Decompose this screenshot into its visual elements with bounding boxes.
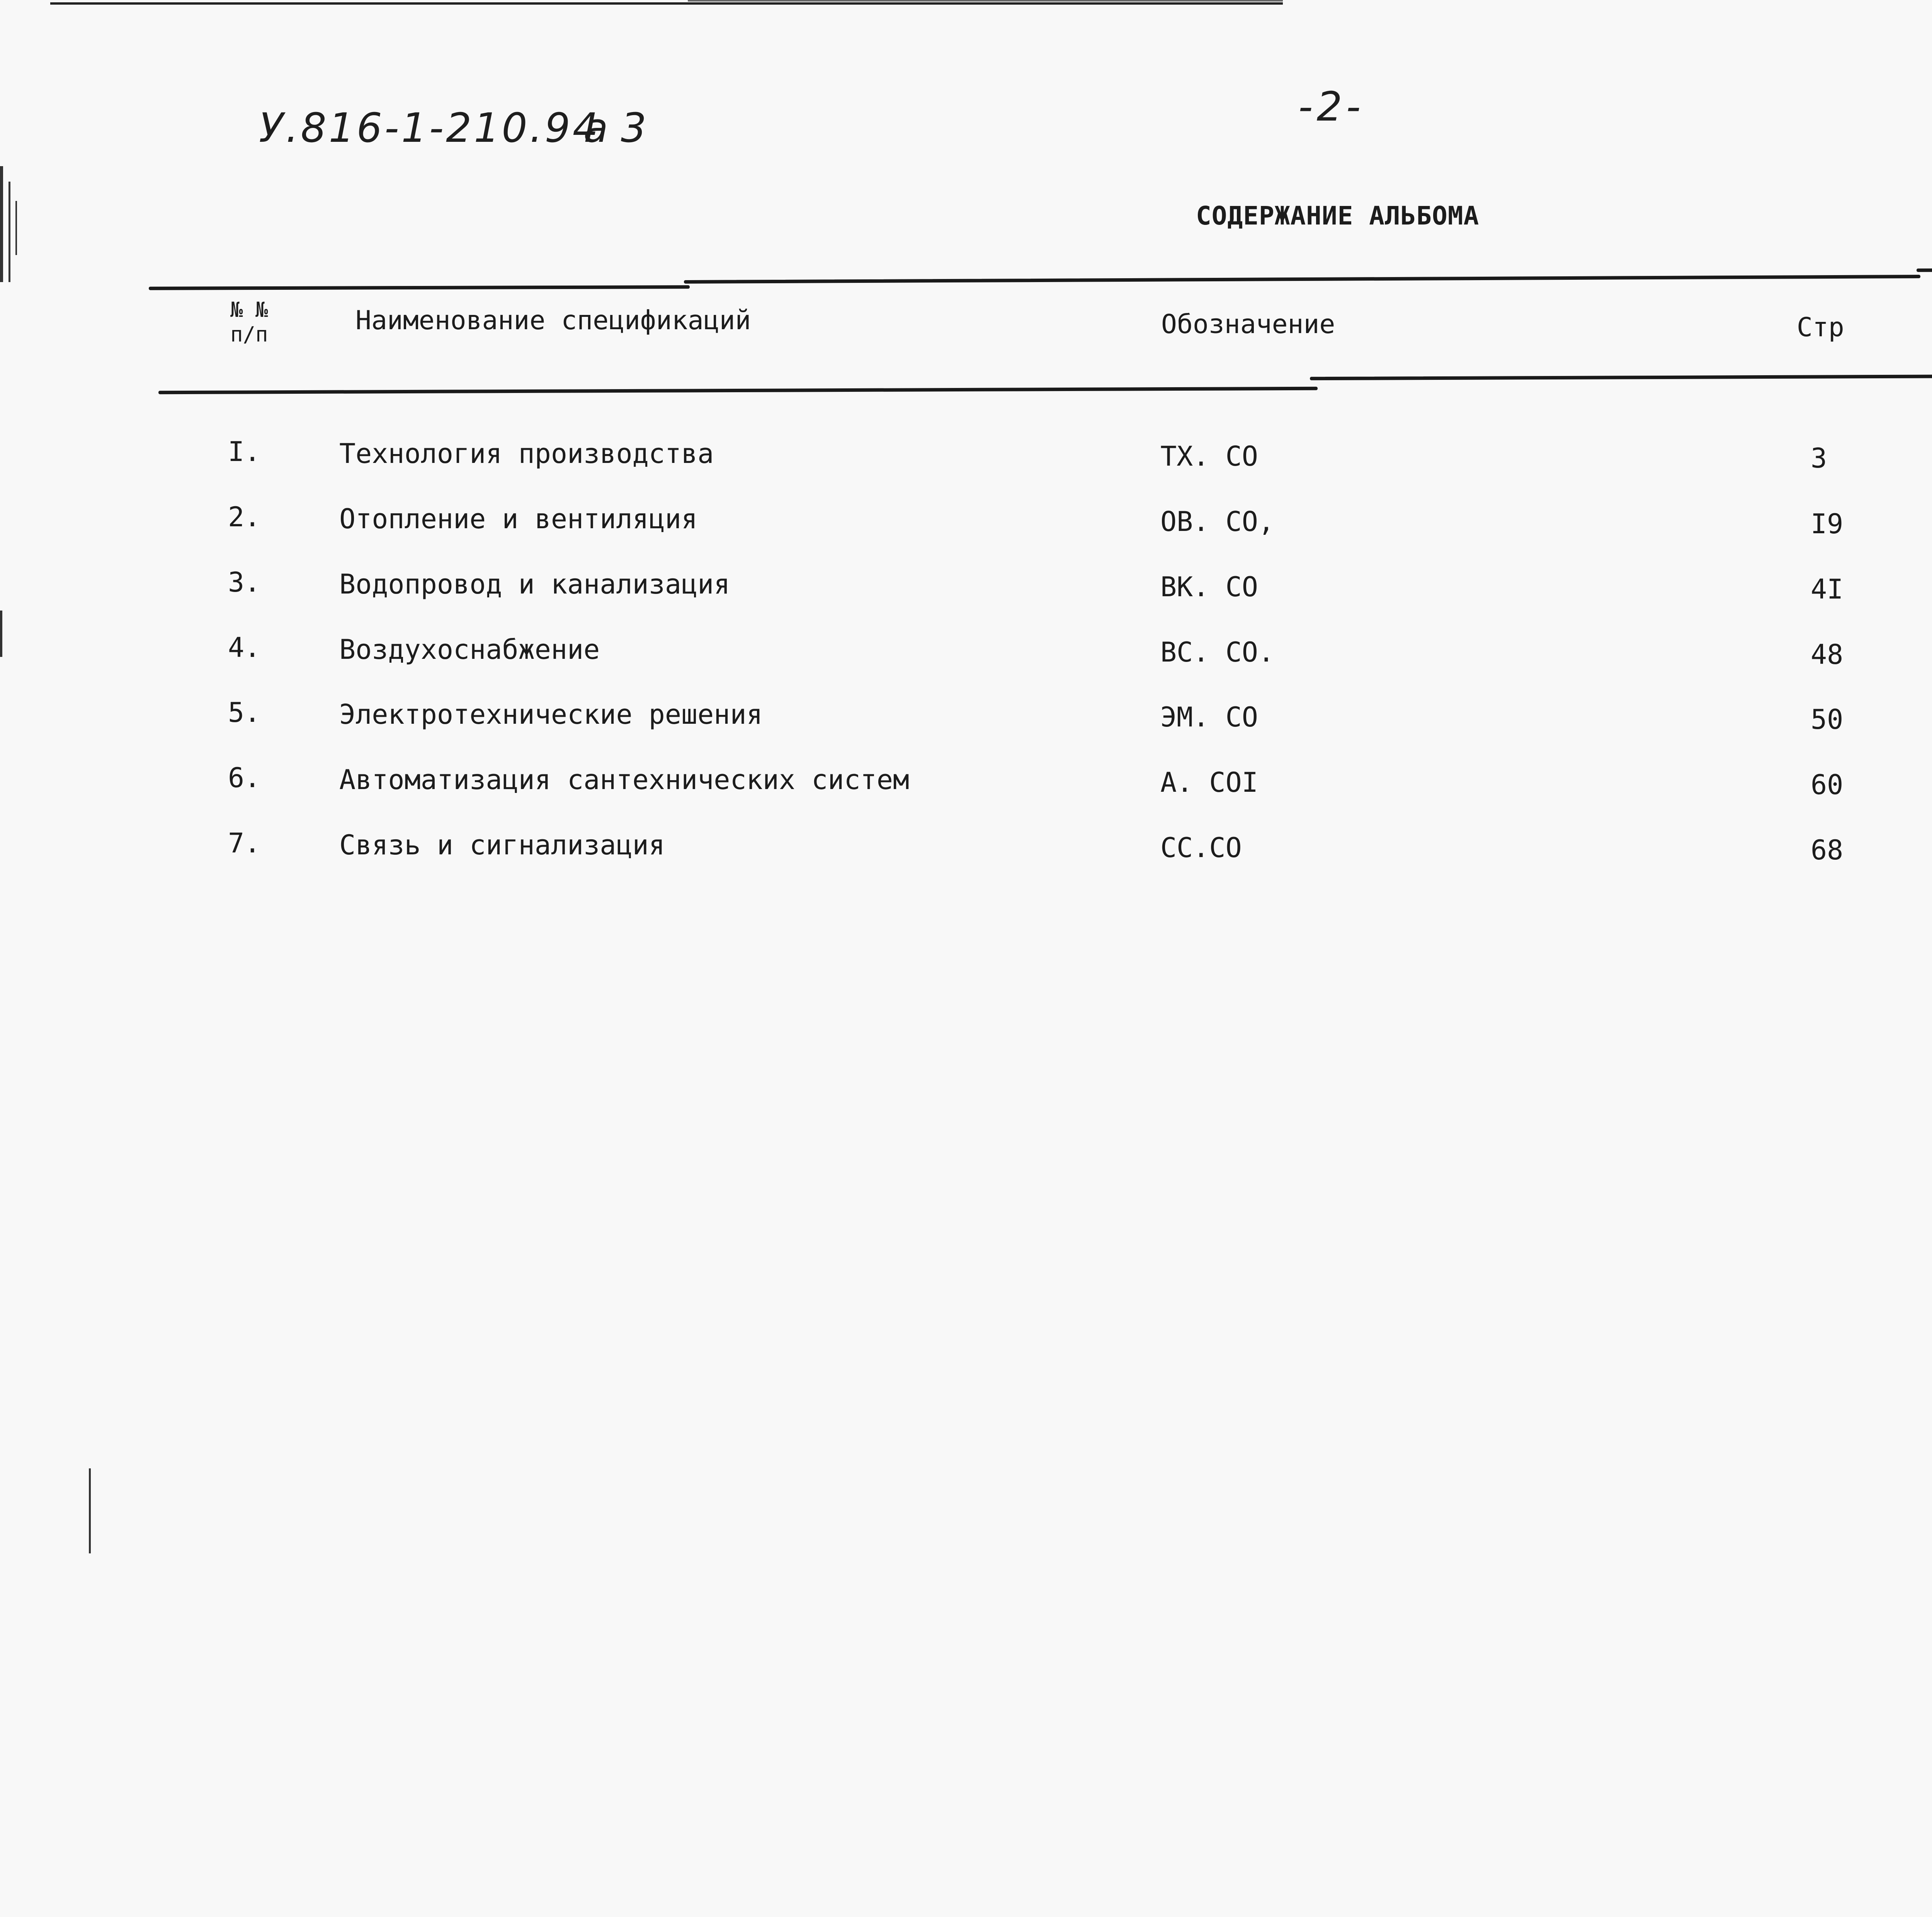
row-page: 68: [1811, 834, 1844, 866]
row-number: 5.: [228, 697, 261, 728]
row-designation: СС.СО: [1160, 832, 1242, 864]
row-designation: ОВ. СО,: [1160, 506, 1275, 538]
document-code: У.816-1-210.94: [259, 104, 601, 151]
column-header-number: № № п/п: [230, 298, 268, 347]
row-number: I.: [228, 436, 261, 468]
row-page: 3: [1811, 442, 1827, 474]
row-page: 60: [1811, 769, 1844, 801]
scan-edge-line: [688, 0, 1283, 2]
row-name: Водопровод и канализация: [339, 568, 730, 600]
scan-edge-mark: [15, 201, 17, 255]
scan-edge-mark: [89, 1468, 91, 1553]
scan-edge-mark: [0, 166, 3, 282]
row-name: Технология производства: [339, 438, 714, 469]
album-number: а 3: [583, 104, 646, 151]
page-title: СОДЕРЖАНИЕ АЛЬБОМА: [1196, 201, 1480, 231]
row-number: 3.: [228, 566, 261, 598]
scan-edge-line: [50, 2, 1283, 5]
scan-edge-mark: [9, 182, 10, 282]
table-header-rule: [158, 387, 1318, 394]
row-name: Отопление и вентиляция: [339, 503, 698, 535]
row-designation: ВК. СО: [1160, 571, 1258, 603]
row-page: 50: [1811, 704, 1844, 735]
row-number: 4.: [228, 632, 261, 663]
page-number: -2-: [1298, 83, 1365, 130]
row-name: Связь и сигнализация: [339, 829, 665, 861]
row-name: Электротехнические решения: [339, 699, 763, 730]
scan-edge-mark: [0, 611, 2, 657]
table-top-rule: [1917, 267, 1932, 272]
column-header-page: Стр: [1797, 312, 1844, 343]
row-number: 6.: [228, 762, 261, 794]
column-header-name: Наименование спецификаций: [355, 305, 751, 336]
row-page: 4I: [1811, 573, 1844, 605]
row-number: 2.: [228, 501, 261, 533]
table-top-rule: [149, 285, 690, 290]
column-header-designation: Обозначение: [1161, 309, 1335, 340]
row-page: 48: [1811, 639, 1844, 670]
row-name: Воздухоснабжение: [339, 634, 600, 665]
table-top-rule: [684, 275, 1920, 284]
row-designation: ЭМ. СО: [1160, 701, 1258, 733]
row-designation: ТХ. СО: [1160, 441, 1258, 472]
row-name: Автоматизация сантехнических систем: [339, 764, 910, 796]
row-number: 7.: [228, 827, 261, 859]
table-header-rule: [1310, 373, 1932, 380]
row-designation: ВС. СО.: [1160, 636, 1275, 668]
row-page: I9: [1811, 508, 1844, 540]
row-designation: А. СОI: [1160, 767, 1258, 798]
